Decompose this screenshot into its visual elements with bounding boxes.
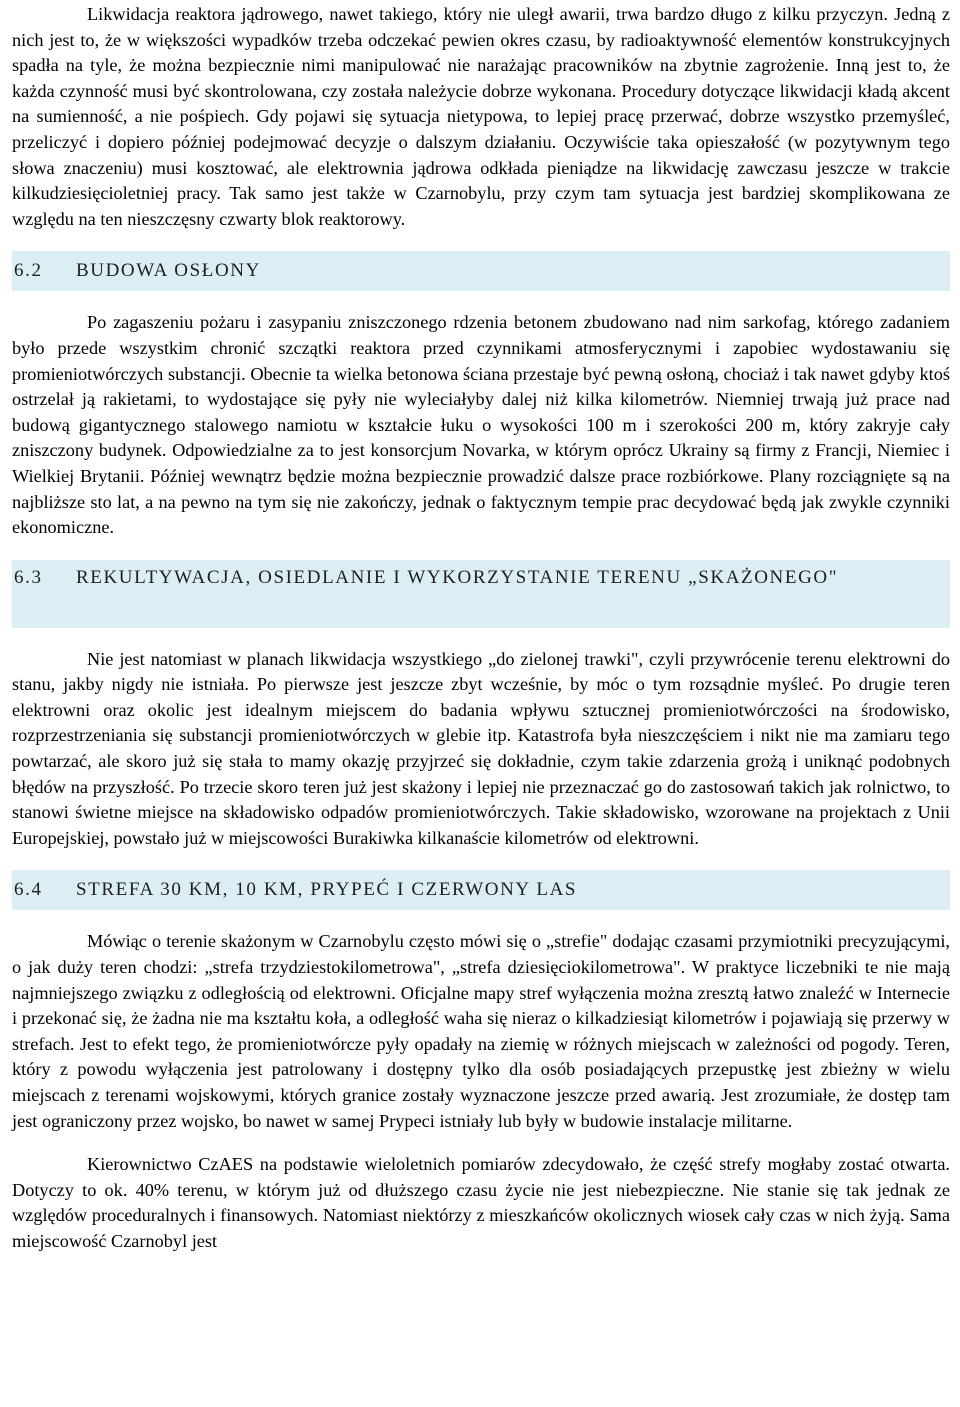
section-number: 6.3 xyxy=(14,566,43,588)
section-number: 6.2 xyxy=(14,260,43,282)
body-paragraph: Nie jest natomiast w planach likwidacja wszystkiego „do zielonej trawki", czyli przywrócenie terenu elektrowni do stanu, jakby nigdy nie istniała. Po pierwsze jest jeszcze zbyt wcześnie, by móc o tym rozsądnie myśleć. Po drugie teren elektrowni oraz okolic jest idealnym miejscem do badania wpływu sztucznej promieniotwórczości na środowisko, rozprzestrzeniania się substancji promieniotwórczych w glebie itp. Katastrofa była nieszczęściem i nikt nie ma zamiaru tego powtarzać, ale skoro już się stała to mamy okazję przyjrzeć się dokładnie, czym takie zdarzenia grożą i uniknąć podobnych błędów na przyszłość. Po trzecie skoro teren już jest skażony i lepiej nie przeznaczać go do zastosowań takich jak rolnictwo, to stanowi świetne miejsce na składowisko odpadów promieniotwórczych. Takie składowisko, wzorowane na projektach z Unii Europejskiej, powstało już w miejscowości Burakiwka kilkanaście kilometrów od elektrowni. xyxy=(12,648,950,848)
section-6-3 xyxy=(12,560,950,852)
body-paragraph: Mówiąc o terenie skażonym w Czarnobylu często mówi się o „strefie" dodając czasami przymiotniki precyzującymi, o jak duży teren chodzi: „strefa trzydziestokilometrowa", „strefa dziesięciokilometrowa". W praktyce liczebniki te nie mają najmniejszego związku z odległością od elektrowni. Oficjalne mapy stref wyłączenia można zresztą łatwo znaleźć w Internecie i przekonać się, że żadna nie ma kształtu koła, a odległość waha się nieraz o kilkadziesiąt kilometrów i pojawiają się przerwy w strefach. Jest to efekt tego, że promieniotwórcze pyły opadały na ziemię w różnych miejscach w zależności od pogody. Teren, który z powodu wyłączenia jest patrolowany i dostępny tylko dla osób posiadających przepustkę jest zbieżny w wielu miejscach z terenami wojskowymi, których granice zostały wyznaczone jeszcze przed awarią. Jest zrozumiałe, że dostęp tam jest ograniczony przez wojsko, bo nawet w samej Prypeci istniały lub były w budowie instalacje militarne. xyxy=(12,931,950,1131)
section-heading xyxy=(12,560,950,628)
intro-paragraph: Likwidacja reaktora jądrowego, nawet takiego, który nie uległ awarii, trwa bardzo długo z kilku przyczyn. Jedną z nich jest to, że w większości wypadków trzeba odczekać pewien okres czasu, by radioaktywność elementów konstrukcyjnych spadła na tyle, że można bezpiecznie nimi manipulować nie narażając pracowników na zbytnie zagrożenie. Inną jest to, że każda czynność musi być skontrolowana, czy została należycie dobrze wykonana. Procedury dotyczące likwidacji kładą akcent na sumienność, a nie pośpiech. Gdy pojawi się sytuacja nietypowa, to lepiej pracę przerwać, dobrze wszystko przemyśleć, przeliczyć i dopiero później podejmować decyzje o dalszym działaniu. Oczywiście taka opieszałość (w pozytywnym tego słowa znaczeniu) musi kosztować, ale elektrownia jądrowa odkłada pieniądze na likwidację zawczasu jeszcze w trakcie kilkudziesięcioletniej pracy. Tak samo jest także w Czarnobylu, przy czym tam sytuacja jest bardziej skomplikowana ze względu na ten nieszczęsny czwarty blok reaktorowy. xyxy=(12,4,950,229)
section-number: 6.4 xyxy=(14,879,43,901)
section-heading xyxy=(12,870,950,910)
section-title: REKULTYWACJA, OSIEDLANIE I WYKORZYSTANIE TERENU „SKAŻONEGO" xyxy=(76,566,839,588)
document-page xyxy=(12,0,950,1255)
section-heading xyxy=(12,251,950,291)
body-paragraph: Po zagaszeniu pożaru i zasypaniu zniszczonego rdzenia betonem zbudowano nad nim sarkofag, którego zadaniem było przede wszystkim chronić szczątki reaktora przed czynnikami atmosferycznymi i zapobiec wydostawaniu się promieniotwórczych substancji. Obecnie ta wielka betonowa ściana przestaje być pewną osłoną, chociaż i tak nawet gdyby ktoś ostrzelał ją rakietami, to wydostające się pyły nie wyleciałyby dalej niż kilka kilometrów. Niemniej trwają już prace nad budową gigantycznego stalowego namiotu w kształcie łuku o wysokości 100 m i szerokości 200 m, który zakryje cały zniszczony budynek. Odpowiedzialne za to jest konsorcjum Novarka, w którym oprócz Ukrainy są firmy z Francji, Niemiec i Wielkiej Brytanii. Później wewnątrz będzie można bezpiecznie prowadzić dalsze prace rozbiórkowe. Plany rozciągnięte są na najbliższe sto lat, a na pewno na tym się nie zakończy, jednak o faktycznym tempie prac decydować będą jak zwykle czynniki ekonomiczne. xyxy=(12,312,950,538)
section-6-4 xyxy=(12,870,950,1254)
section-title: BUDOWA OSŁONY xyxy=(76,260,261,282)
section-6-2 xyxy=(12,251,950,540)
section-title: STREFA 30 KM, 10 KM, PRYPEĆ I CZERWONY LAS xyxy=(76,879,578,901)
body-paragraph: Kierownictwo CzAES na podstawie wieloletnich pomiarów zdecydowało, że część strefy mogłaby zostać otwarta. Dotyczy to ok. 40% terenu, w którym już od dłuższego czasu życie nie jest niebezpieczne. Nie stanie się tak jednak ze względów proceduralnych i finansowych. Natomiast niektórzy z mieszkańców okolicznych wiosek cały czas w nich żyją. Sama miejscowość Czarnobyl jest xyxy=(12,1154,950,1251)
